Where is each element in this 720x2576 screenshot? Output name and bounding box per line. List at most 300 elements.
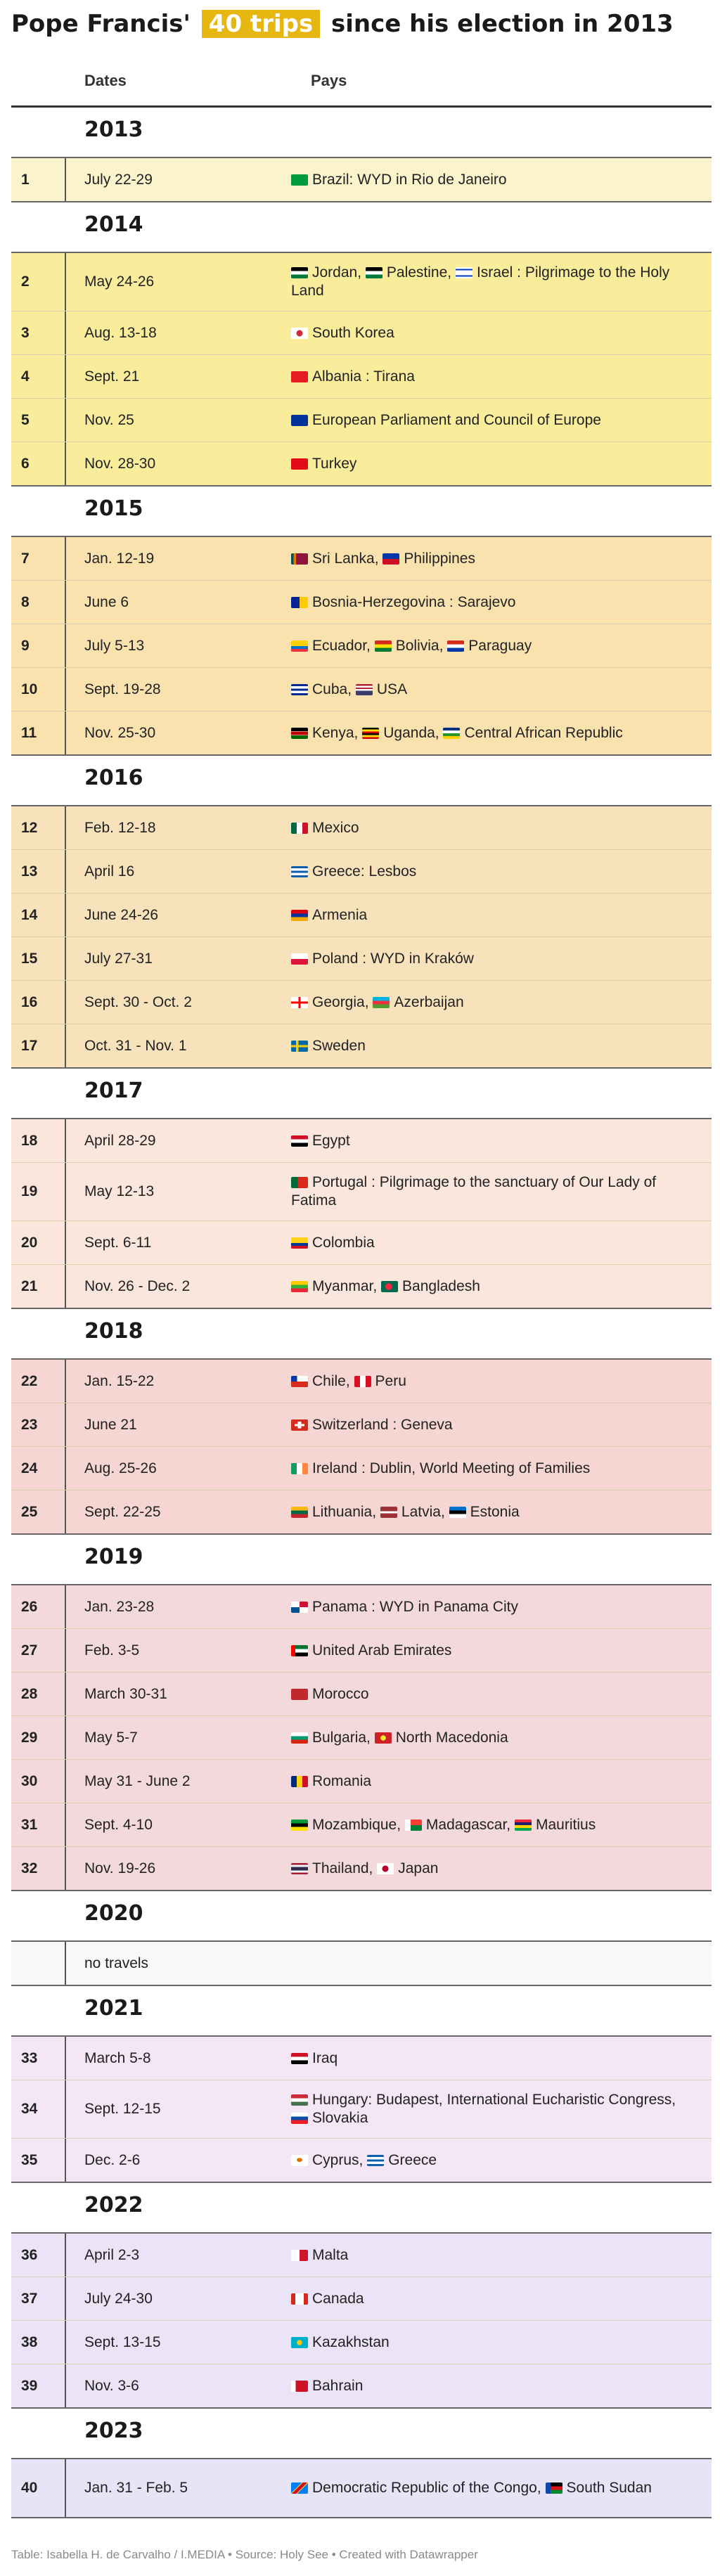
table-row xyxy=(11,1629,712,1673)
trip-number: 29 xyxy=(21,1729,38,1746)
table-row xyxy=(11,1760,712,1803)
trip-dates: Nov. 26 - Dec. 2 xyxy=(84,1277,191,1294)
south-sudan-flag xyxy=(546,2482,562,2494)
trip-countries xyxy=(291,411,712,430)
country-label: Mexico xyxy=(312,819,359,836)
trip-dates: Nov. 28-30 xyxy=(84,455,156,472)
column-header-pays[interactable]: Pays xyxy=(311,72,347,89)
israel-flag xyxy=(456,267,472,278)
trip-number: 13 xyxy=(21,863,38,880)
trip-dates: Nov. 3-6 xyxy=(84,2377,139,2394)
trip-countries xyxy=(291,171,712,189)
trip-countries xyxy=(291,2246,712,2265)
trip-countries xyxy=(291,2151,712,2170)
year-header-2013 xyxy=(11,108,712,158)
column-divider xyxy=(65,1163,66,1221)
trip-countries xyxy=(291,2333,712,2352)
greece-flag xyxy=(367,2155,384,2166)
page-title xyxy=(11,10,674,38)
sweden-flag xyxy=(291,1041,308,1052)
egypt-flag xyxy=(291,1135,308,1147)
trip-countries xyxy=(291,906,712,925)
trip-dates: June 6 xyxy=(84,593,129,610)
drc-flag xyxy=(291,2482,308,2494)
country-label: Brazil: WYD in Rio de Janeiro xyxy=(312,171,507,188)
country-label: Colombia xyxy=(312,1234,375,1251)
table-row xyxy=(11,937,712,981)
column-divider xyxy=(65,2277,66,2320)
uganda-flag xyxy=(362,728,379,739)
cuba-flag xyxy=(291,684,308,695)
country-label: Romania xyxy=(312,1772,372,1789)
table-row xyxy=(11,158,712,202)
year-header-2021 xyxy=(11,1986,712,2037)
table-row xyxy=(11,1585,712,1629)
column-divider xyxy=(65,894,66,936)
column-divider xyxy=(65,2234,66,2276)
trip-countries xyxy=(291,863,712,881)
column-divider xyxy=(65,1265,66,1308)
trip-countries xyxy=(291,2377,712,2395)
trip-number: 15 xyxy=(21,950,38,967)
country-label: Jordan, xyxy=(312,264,362,281)
trip-dates: April 16 xyxy=(84,863,135,880)
romania-flag xyxy=(291,1776,308,1787)
country-label: Estonia xyxy=(470,1503,520,1520)
trip-dates: April 28-29 xyxy=(84,1132,156,1149)
table-row xyxy=(11,253,712,311)
column-divider xyxy=(65,850,66,893)
philippines-flag xyxy=(382,553,399,565)
chile-flag xyxy=(291,1376,308,1387)
country-label: Cyprus, xyxy=(312,2151,364,2168)
trip-dates: Nov. 25-30 xyxy=(84,724,156,741)
mozambique-flag xyxy=(291,1820,308,1831)
greece-flag xyxy=(291,866,308,877)
trip-countries xyxy=(291,2049,712,2068)
trip-number: 8 xyxy=(21,593,30,610)
slovakia-flag xyxy=(291,2113,308,2124)
country-label: Canada xyxy=(312,2290,364,2307)
table-row xyxy=(11,668,712,711)
trip-number: 37 xyxy=(21,2290,38,2307)
country-label: Greece: Lesbos xyxy=(312,863,417,880)
country-label: Lithuania, xyxy=(312,1503,377,1520)
column-divider xyxy=(65,1847,66,1890)
trip-countries xyxy=(291,2290,712,2308)
country-label: United Arab Emirates xyxy=(312,1642,452,1659)
eu-flag xyxy=(291,415,308,426)
table-row xyxy=(11,2234,712,2277)
table-row xyxy=(11,1119,712,1163)
table-row xyxy=(11,537,712,581)
trip-dates: Aug. 13-18 xyxy=(84,324,157,341)
table-row xyxy=(11,1942,712,1986)
country-label: Malta xyxy=(312,2246,349,2263)
trip-dates: Jan. 23-28 xyxy=(84,1598,155,1615)
trip-dates: Sept. 4-10 xyxy=(84,1816,153,1833)
trip-number: 32 xyxy=(21,1860,38,1876)
trip-countries xyxy=(291,819,712,837)
table-row xyxy=(11,581,712,624)
usa-flag xyxy=(356,684,373,695)
country-label: Mozambique, xyxy=(312,1816,401,1833)
column-header-dates[interactable]: Dates xyxy=(84,72,127,89)
trip-dates: Dec. 2-6 xyxy=(84,2151,141,2168)
country-label: Sri Lanka, xyxy=(312,550,379,567)
trip-number: 22 xyxy=(21,1372,38,1389)
table-row xyxy=(11,1490,712,1535)
paraguay-flag xyxy=(447,640,464,652)
country-label: Kazakhstan xyxy=(312,2333,390,2350)
trip-countries xyxy=(291,724,712,742)
source-footer: Table: Isabella H. de Carvalho / I.MEDIA • Source: Holy See • Created with Datawrapper xyxy=(11,2548,478,2561)
country-label: Hungary: Budapest, International Eucharistic Congress, xyxy=(312,2092,676,2108)
country-label: Democratic Republic of the Congo, xyxy=(312,2480,541,2496)
country-label: European Parliament and Council of Europe xyxy=(312,411,601,428)
trips-table xyxy=(11,60,712,2518)
table-row xyxy=(11,355,712,399)
panama-flag xyxy=(291,1602,308,1613)
column-divider xyxy=(65,537,66,580)
country-label: Greece xyxy=(388,2151,437,2168)
trip-number: 30 xyxy=(21,1772,38,1789)
year-header-2023 xyxy=(11,2409,712,2459)
malta-flag xyxy=(291,2250,308,2261)
table-row xyxy=(11,1360,712,1403)
column-divider xyxy=(65,1760,66,1803)
year-label: 2015 xyxy=(84,496,143,521)
country-label: Ecuador, xyxy=(312,637,371,654)
country-label: Bolivia, xyxy=(395,637,444,654)
bolivia-flag xyxy=(375,640,392,652)
trip-countries xyxy=(291,1729,712,1747)
table-row xyxy=(11,2139,712,2183)
table-header xyxy=(11,60,712,108)
year-groups xyxy=(11,108,712,2518)
year-header-2018 xyxy=(11,1309,712,1360)
table-row xyxy=(11,1803,712,1847)
country-label: Ireland : Dublin, World Meeting of Families xyxy=(312,1460,591,1476)
trip-countries xyxy=(291,1037,712,1055)
country-label: Madagascar, xyxy=(425,1816,511,1833)
column-divider xyxy=(65,2037,66,2080)
table-row xyxy=(11,2321,712,2364)
trip-dates: July 5-13 xyxy=(84,637,145,654)
table-row xyxy=(11,850,712,894)
year-label: 2019 xyxy=(84,1545,143,1569)
table-row xyxy=(11,806,712,850)
lithuania-flag xyxy=(291,1507,308,1518)
trip-countries xyxy=(291,1860,712,1878)
country-label: Portugal : Pilgrimage to the sanctuary of Our Lady of Fatima xyxy=(291,1174,657,1209)
trip-number: 19 xyxy=(21,1183,38,1199)
column-divider xyxy=(65,158,66,201)
south-korea-flag xyxy=(291,328,308,339)
country-label: Albania : Tirana xyxy=(312,368,415,385)
column-divider xyxy=(65,2364,66,2407)
trip-countries xyxy=(291,1132,712,1150)
table-row xyxy=(11,981,712,1024)
year-header-2016 xyxy=(11,756,712,806)
title-after: since his election in 2013 xyxy=(331,10,674,38)
year-label: 2016 xyxy=(84,766,143,790)
brazil-flag xyxy=(291,174,308,186)
no-travels-note: no travels xyxy=(84,1954,149,1971)
kazakhstan-flag xyxy=(291,2337,308,2348)
column-divider xyxy=(65,311,66,354)
country-label: Central African Republic xyxy=(464,724,623,741)
trip-number: 35 xyxy=(21,2151,38,2168)
trip-number: 6 xyxy=(21,455,30,472)
trip-number: 36 xyxy=(21,2246,38,2263)
column-divider xyxy=(65,1942,66,1985)
trip-dates: Feb. 3-5 xyxy=(84,1642,140,1659)
country-label: USA xyxy=(376,681,408,697)
table-row xyxy=(11,1447,712,1490)
year-label: 2013 xyxy=(84,117,143,142)
trip-number: 14 xyxy=(21,906,38,923)
table-row xyxy=(11,1163,712,1221)
trip-number: 3 xyxy=(21,324,30,341)
bulgaria-flag xyxy=(291,1732,308,1744)
column-divider xyxy=(65,355,66,398)
trip-number: 33 xyxy=(21,2049,38,2066)
trip-countries xyxy=(291,1234,712,1252)
ecuador-flag xyxy=(291,640,308,652)
trip-dates: July 22-29 xyxy=(84,171,153,188)
country-label: Egypt xyxy=(312,1132,350,1149)
trip-dates: Sept. 21 xyxy=(84,368,140,385)
year-label: 2018 xyxy=(84,1319,143,1344)
bosnia-flag xyxy=(291,597,308,608)
trip-dates: April 2-3 xyxy=(84,2246,140,2263)
column-divider xyxy=(65,2321,66,2364)
year-header-2020 xyxy=(11,1891,712,1942)
trip-dates: Oct. 31 - Nov. 1 xyxy=(84,1037,187,1054)
trip-countries xyxy=(291,2091,712,2127)
trip-number: 24 xyxy=(21,1460,38,1476)
country-label: Turkey xyxy=(312,455,357,472)
year-label: 2023 xyxy=(84,2419,143,2443)
country-label: Panama : WYD in Panama City xyxy=(312,1598,518,1615)
trip-number: 2 xyxy=(21,273,30,290)
jordan-flag xyxy=(291,267,308,278)
armenia-flag xyxy=(291,910,308,921)
trip-dates: Sept. 13-15 xyxy=(84,2333,161,2350)
column-divider xyxy=(65,2139,66,2182)
trip-dates: Sept. 22-25 xyxy=(84,1503,161,1520)
north-macedonia-flag xyxy=(375,1732,392,1744)
uae-flag xyxy=(291,1645,308,1656)
country-label: Israel : Pilgrimage to the Holy Land xyxy=(291,264,670,299)
trip-number: 1 xyxy=(21,171,30,188)
country-label: Bosnia-Herzegovina : Sarajevo xyxy=(312,593,516,610)
column-divider xyxy=(65,711,66,754)
column-divider xyxy=(65,1221,66,1264)
trip-dates: Sept. 12-15 xyxy=(84,2101,161,2117)
column-divider xyxy=(65,442,66,485)
country-label: Philippines xyxy=(404,550,475,567)
japan-flag xyxy=(377,1863,394,1874)
column-divider xyxy=(65,668,66,711)
trip-dates: Sept. 6-11 xyxy=(84,1234,152,1251)
trip-dates: Aug. 25-26 xyxy=(84,1460,157,1476)
trip-number: 27 xyxy=(21,1642,38,1659)
trip-number: 11 xyxy=(21,724,37,741)
trip-countries xyxy=(291,264,712,300)
canada-flag xyxy=(291,2293,308,2305)
trip-dates: June 24-26 xyxy=(84,906,159,923)
table-row xyxy=(11,1673,712,1716)
trip-number: 17 xyxy=(21,1037,38,1054)
country-label: Armenia xyxy=(312,906,368,923)
hungary-flag xyxy=(291,2094,308,2106)
trip-countries xyxy=(291,2479,712,2497)
country-label: Iraq xyxy=(312,2049,338,2066)
trip-countries xyxy=(291,1772,712,1791)
year-label: 2017 xyxy=(84,1078,143,1103)
country-label: Myanmar, xyxy=(312,1277,378,1294)
trip-dates: May 5-7 xyxy=(84,1729,138,1746)
trip-number: 39 xyxy=(21,2377,38,2394)
table-row xyxy=(11,2364,712,2409)
country-label: Georgia, xyxy=(312,993,369,1010)
column-divider xyxy=(65,1716,66,1759)
table-row xyxy=(11,399,712,442)
country-label: Paraguay xyxy=(468,637,532,654)
table-row xyxy=(11,711,712,756)
trip-dates: Jan. 12-19 xyxy=(84,550,155,567)
column-divider xyxy=(65,1803,66,1846)
trip-number: 7 xyxy=(21,550,30,567)
trip-number: 21 xyxy=(21,1277,38,1294)
sri-lanka-flag xyxy=(291,553,308,565)
table-row xyxy=(11,894,712,937)
madagascar-flag xyxy=(405,1820,422,1831)
albania-flag xyxy=(291,371,308,382)
trip-countries xyxy=(291,1416,712,1434)
country-label: South Sudan xyxy=(566,2480,652,2496)
trip-number: 28 xyxy=(21,1685,38,1702)
table-row xyxy=(11,1847,712,1891)
table-row xyxy=(11,2080,712,2139)
trip-number: 31 xyxy=(21,1816,38,1833)
year-label: 2014 xyxy=(84,212,143,237)
country-label: Cuba, xyxy=(312,681,352,697)
table-row xyxy=(11,311,712,355)
column-divider xyxy=(65,253,66,311)
column-divider xyxy=(65,1403,66,1446)
column-divider xyxy=(65,981,66,1024)
column-divider xyxy=(65,1585,66,1628)
estonia-flag xyxy=(449,1507,466,1518)
year-header-2022 xyxy=(11,2183,712,2234)
country-label: Latvia, xyxy=(401,1503,445,1520)
morocco-flag xyxy=(291,1689,308,1700)
ireland-flag xyxy=(291,1463,308,1474)
country-label: Sweden xyxy=(312,1037,366,1054)
palestine-flag xyxy=(366,267,382,278)
trip-number: 4 xyxy=(21,368,30,385)
country-label: Thailand, xyxy=(312,1860,373,1876)
trip-number: 9 xyxy=(21,637,30,654)
table-row xyxy=(11,1221,712,1265)
column-divider xyxy=(65,399,66,442)
cyprus-flag xyxy=(291,2155,308,2166)
trip-number: 25 xyxy=(21,1503,38,1520)
country-label: South Korea xyxy=(312,324,394,341)
peru-flag xyxy=(354,1376,371,1387)
latvia-flag xyxy=(380,1507,397,1518)
column-divider xyxy=(65,624,66,667)
mexico-flag xyxy=(291,823,308,834)
trip-dates: Nov. 25 xyxy=(84,411,134,428)
column-divider xyxy=(65,806,66,849)
table-row xyxy=(11,2277,712,2321)
country-label: Bangladesh xyxy=(402,1277,480,1294)
year-label: 2020 xyxy=(84,1901,143,1926)
trip-countries xyxy=(291,455,712,473)
table-row xyxy=(11,1265,712,1309)
table-row xyxy=(11,624,712,668)
trip-countries xyxy=(291,593,712,612)
country-label: Bulgaria, xyxy=(312,1729,371,1746)
trip-countries xyxy=(291,1816,712,1834)
country-label: Azerbaijan xyxy=(394,993,464,1010)
country-label: Peru xyxy=(375,1372,406,1389)
country-label: Morocco xyxy=(312,1685,369,1702)
country-label: Uganda, xyxy=(383,724,439,741)
column-divider xyxy=(65,1629,66,1672)
year-header-2014 xyxy=(11,202,712,253)
bangladesh-flag xyxy=(381,1281,398,1292)
trip-countries xyxy=(291,1503,712,1521)
year-label: 2022 xyxy=(84,2193,143,2217)
trip-number: 26 xyxy=(21,1598,38,1615)
column-divider xyxy=(65,937,66,980)
country-label: Palestine, xyxy=(386,264,452,281)
country-label: Poland : WYD in Kraków xyxy=(312,950,474,967)
trip-dates: Jan. 31 - Feb. 5 xyxy=(84,2480,188,2496)
country-label: Switzerland : Geneva xyxy=(312,1416,453,1433)
table-row xyxy=(11,442,712,487)
myanmar-flag xyxy=(291,1281,308,1292)
azerbaijan-flag xyxy=(373,997,390,1008)
country-label: North Macedonia xyxy=(395,1729,508,1746)
trip-countries xyxy=(291,1173,712,1210)
title-highlight: 40 trips xyxy=(202,10,320,38)
column-divider xyxy=(65,1024,66,1067)
trip-number: 16 xyxy=(21,993,38,1010)
car-flag xyxy=(443,728,460,739)
column-divider xyxy=(65,2080,66,2138)
trip-countries xyxy=(291,637,712,655)
poland-flag xyxy=(291,953,308,965)
trip-dates: Feb. 12-18 xyxy=(84,819,156,836)
colombia-flag xyxy=(291,1237,308,1249)
column-divider xyxy=(65,581,66,624)
trip-countries xyxy=(291,368,712,386)
trip-dates: Nov. 19-26 xyxy=(84,1860,156,1876)
table-row xyxy=(11,1024,712,1069)
turkey-flag xyxy=(291,458,308,470)
trip-countries xyxy=(291,1372,712,1391)
column-divider xyxy=(65,2459,66,2517)
year-header-2019 xyxy=(11,1535,712,1585)
trip-countries xyxy=(291,550,712,568)
trip-dates: July 27-31 xyxy=(84,950,153,967)
